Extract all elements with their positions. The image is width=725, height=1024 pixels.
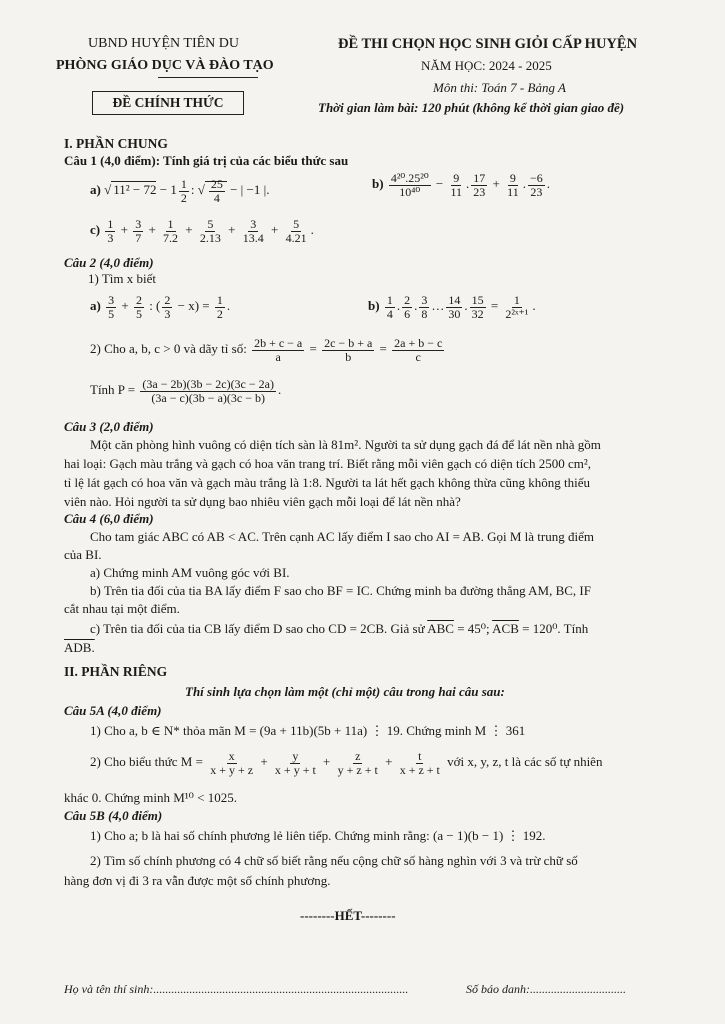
q3-line2: hai loại: Gạch màu trắng và gạch có hoa văn trang trí. Biết rằng mỗi viên gạch có diện tích 2500 cm²,	[64, 456, 591, 471]
part2-title: II. PHẦN RIÊNG	[64, 664, 168, 679]
time-limit: Thời gian làm bài: 120 phút (không kể thời gian giao đề)	[318, 100, 625, 115]
q5b-part1: 1) Cho a; b là hai số chính phương lẻ liên tiếp. Chứng minh rằng: (a − 1)(b − 1) ⋮ 192.	[90, 828, 546, 843]
end-marker: --------HẾT--------	[300, 908, 396, 923]
q3-line3: tỉ lệ lát gạch có hoa văn và gạch màu trắng là 1:8. Người ta lát hết gạch không thừa cũng không thiếu	[64, 475, 591, 490]
q5a-heading: Câu 5A (4,0 điểm)	[64, 703, 162, 718]
department-name: PHÒNG GIÁO DỤC VÀ ĐÀO TẠO	[56, 58, 274, 73]
q5a-part2-line2: khác 0. Chứng minh M¹⁰ < 1025.	[64, 790, 237, 805]
q5b-heading: Câu 5B (4,0 điểm)	[64, 808, 163, 823]
q4-part-b-line1: b) Trên tia đối của tia BA lấy điểm F sao cho BF = IC. Chứng minh ba đường thẳng AM, BC, IF	[90, 583, 591, 598]
q2-p-formula: Tính P = $\frac{(3a - 2b)(3b - 2c)(3c - 2a)}{(3a - c)(3b - a)(3c - b)}$ .	[90, 377, 282, 405]
school-year: NĂM HỌC: 2024 - 2025	[421, 58, 552, 73]
exam-title: ĐỀ THI CHỌN HỌC SINH GIỎI CẤP HUYỆN	[338, 36, 638, 52]
q3-line4: viên nào. Hỏi người ta sử dụng bao nhiêu viên gạch mỗi loại để lát nền nhà?	[64, 494, 461, 509]
q5b-part2-line2: hàng đơn vị đi 3 ra vẫn được một số chính phương.	[64, 873, 331, 888]
q1a-expression: a) √ 11² − 72 − 1 $\frac{1}{2}$ : √ $\frac{25}{4}$ − | −1 |.	[90, 177, 270, 205]
department-underline	[158, 77, 258, 78]
q2-heading: Câu 2 (4,0 điểm)	[64, 255, 154, 270]
subject: Môn thi: Toán 7 - Bảng A	[433, 80, 566, 95]
q3-line1: Một căn phòng hình vuông có diện tích sàn là 81m². Người ta sử dụng gạch đá để lát nền nhà gồm	[90, 437, 601, 452]
q1c-expression: c) $\frac{1}{3}$ + $\frac{3}{7}$ + $\frac{1}{7.2}$ + $\frac{5}{2.13}$ + $\frac{3}{13.4}$ + $\frac{5}{4.21}$ .	[90, 217, 314, 245]
q5a-part2: 2) Cho biểu thức M = $\frac{x}{x + y + z}$ + $\frac{y}{x + y + t}$ + $\frac{z}{y + z + t}$ + $\frac{t}{x + z + t}$ với x, y, z, t là các số tự nhiên	[90, 749, 603, 777]
q5b-part2-line1: 2) Tìm số chính phương có 4 chữ số biết rằng nếu cộng chữ số hàng nghìn với 3 và trừ chữ số	[90, 853, 578, 868]
q3-heading: Câu 3 (2,0 điểm)	[64, 419, 154, 434]
candidate-name-field: Họ và tên thí sinh:.....................................................................................	[64, 982, 409, 996]
q2-part2: 2) Cho a, b, c > 0 và dãy tỉ số: $\frac{2b + c - a}{a}$ = $\frac{2c - b + a}{b}$ = $\frac{2a + b - c}{c}$	[90, 336, 443, 364]
q4-part-c-line1: c) Trên tia đối của tia CB lấy điểm D sao cho CD = 2CB. Giả sử $\overline{ABC} = 45^0$; $\overline{ACB} = 120^0$. Tính	[90, 621, 589, 636]
q2b-expression: b) $\frac{1}{4}$ . $\frac{2}{6}$ . $\frac{3}{8}$ … $\frac{14}{30}$ . $\frac{15}{32}$ = $\frac{1}{\text{2²ˣ⁺¹}}$ .	[368, 293, 536, 321]
q4-heading: Câu 4 (6,0 điểm)	[64, 511, 154, 526]
q2a-expression: a) $\frac{3}{5}$ + $\frac{2}{5}$ : ( $\frac{2}{3}$ − x) = $\frac{1}{2}$ .	[90, 293, 231, 321]
q1b-expression: b) $\frac{\text{4²⁰.25²⁰}}{\text{10⁴⁰}}$ − $\frac{9}{11}$ . $\frac{17}{23}$ + $\frac{9}{11}$ . $\frac{-6}{23}$ .	[372, 171, 550, 199]
q5a-part1: 1) Cho a, b ∈ N* thỏa mãn M = (9a + 11b)(5b + 11a) ⋮ 19. Chứng minh M ⋮ 361	[90, 723, 526, 738]
candidate-id-field: Số báo danh:................................	[466, 982, 626, 996]
q4-part-a: a) Chứng minh AM vuông góc với BI.	[90, 565, 290, 580]
district-name: UBND HUYỆN TIÊN DU	[88, 36, 240, 51]
part2-intro: Thí sinh lựa chọn làm một (chỉ một) câu trong hai câu sau:	[185, 684, 505, 699]
q4-line1: Cho tam giác ABC có AB < AC. Trên cạnh AC lấy điểm I sao cho AI = AB. Gọi M là trung điểm	[90, 529, 594, 544]
q2-part1-label: 1) Tìm x biết	[88, 271, 157, 286]
q4-part-b-line2: cắt nhau tại một điểm.	[64, 601, 180, 616]
q4-line2: của BI.	[64, 547, 102, 562]
part1-title: I. PHẦN CHUNG	[64, 136, 168, 151]
official-label: ĐỀ CHÍNH THỨC	[92, 91, 244, 115]
q1-heading: Câu 1 (4,0 điểm): Tính giá trị của các biểu thức sau	[64, 153, 349, 168]
q4-part-c-line2: ADB.	[64, 640, 95, 655]
